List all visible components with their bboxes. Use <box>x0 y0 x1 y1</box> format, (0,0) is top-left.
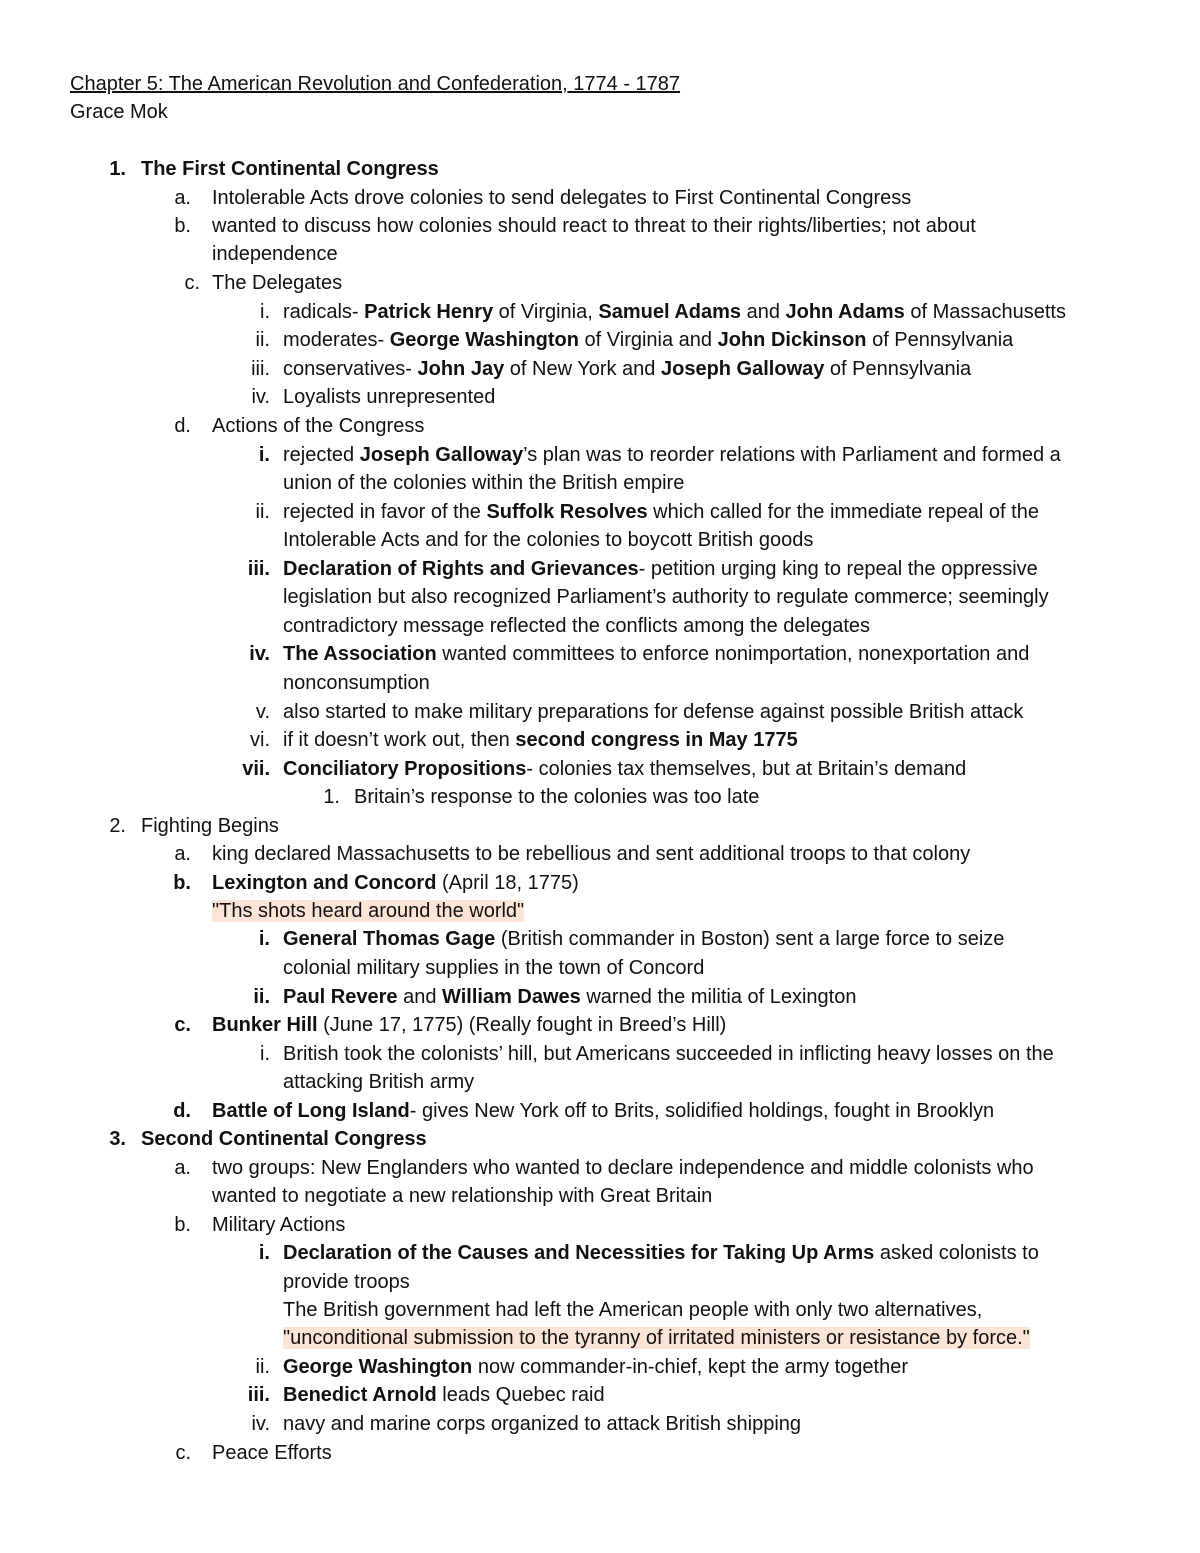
text-segment: The Delegates <box>212 272 343 294</box>
outline-line <box>283 1040 1054 1068</box>
text-segment: Intolerable Acts drove colonies to send delegates to First Continental Congress <box>212 187 912 209</box>
outline-marker: i. <box>258 928 270 950</box>
outline-marker: ii. <box>255 1356 270 1378</box>
outline-line <box>283 612 870 640</box>
outline-marker: vii. <box>242 758 270 780</box>
outline-line <box>283 983 856 1011</box>
text-segment: ’s plan was to reorder relations with Parliament and formed a <box>523 444 1061 466</box>
outline-line <box>283 726 798 754</box>
bold-term: Joseph Galloway <box>359 444 524 466</box>
outline-marker: c. <box>184 272 200 294</box>
outline-line <box>283 1324 1030 1352</box>
outline-line <box>212 269 342 297</box>
text-segment: now commander-in-chief, kept the army together <box>472 1356 909 1378</box>
text-segment: Fighting Begins <box>141 815 279 837</box>
outline-line <box>212 1011 726 1039</box>
text-segment: legislation but also recognized Parliament’s authority to regulate commerce; seemingly <box>283 586 1049 608</box>
text-segment: conservatives- <box>283 358 418 380</box>
text-segment: - gives New York off to Brits, solidified holdings, fought in Brooklyn <box>409 1100 995 1122</box>
highlighted-quote: "Ths shots heard around the world" <box>212 900 525 922</box>
outline-marker: iii. <box>251 358 270 380</box>
outline-line <box>283 1381 605 1409</box>
bold-term: Benedict Arnold <box>283 1384 437 1406</box>
text-segment: British took the colonists’ hill, but Americans succeeded in inflicting heavy losses on the <box>283 1043 1054 1065</box>
text-segment: rejected in favor of the <box>283 501 487 523</box>
outline-line <box>283 925 1004 953</box>
outline-marker: i. <box>258 444 270 466</box>
text-segment: rejected <box>283 444 360 466</box>
text-segment: of Virginia and <box>578 329 718 351</box>
text-segment: contradictory message reflected the conflicts among the delegates <box>283 615 870 637</box>
outline-marker: iv. <box>249 643 270 665</box>
outline-line <box>283 326 1013 354</box>
bold-term: Samuel Adams <box>598 301 742 323</box>
text-segment: of Pennsylvania <box>866 329 1014 351</box>
bold-term: Joseph Galloway <box>660 358 825 380</box>
bold-term: The First Continental Congress <box>141 158 439 180</box>
bold-term: Patrick Henry <box>364 301 494 323</box>
outline-line <box>283 954 704 982</box>
outline-marker: d. <box>174 415 191 437</box>
bold-term: Bunker Hill <box>212 1014 318 1036</box>
highlighted-quote: "unconditional submission to the tyranny of irritated ministers or resistance by force." <box>283 1327 1030 1349</box>
outline-line <box>212 1097 994 1125</box>
text-segment: Loyalists unrepresented <box>283 386 496 408</box>
outline-line <box>283 1296 982 1324</box>
text-segment: Actions of the Congress <box>212 415 425 437</box>
bold-term: George Washington <box>283 1356 473 1378</box>
bold-term: Battle of Long Island <box>212 1100 410 1122</box>
document-author: Grace Mok <box>70 101 168 123</box>
outline-line <box>283 755 966 783</box>
outline-line <box>212 412 424 440</box>
outline-line <box>283 1068 474 1096</box>
outline-line <box>283 583 1049 611</box>
outline-line <box>141 812 279 840</box>
outline-line <box>212 869 579 897</box>
outline-marker: 1. <box>109 158 126 180</box>
outline-line <box>212 184 911 212</box>
text-segment: nonconsumption <box>283 672 430 694</box>
outline-line <box>283 1239 1039 1267</box>
outline-marker: a. <box>174 1157 191 1179</box>
text-segment: - petition urging king to repeal the oppressive <box>638 558 1038 580</box>
outline-marker: ii. <box>253 986 270 1008</box>
outline-marker: iii. <box>247 558 270 580</box>
outline-line <box>283 498 1039 526</box>
outline-line <box>283 526 813 554</box>
outline-marker: a. <box>174 187 191 209</box>
text-segment: of New York and <box>504 358 661 380</box>
outline-marker: c. <box>175 1442 191 1464</box>
text-segment: king declared Massachusetts to be rebellious and sent additional troops to that colony <box>212 843 971 865</box>
bold-term: George Washington <box>389 329 579 351</box>
text-segment: which called for the immediate repeal of the <box>647 501 1039 523</box>
text-segment: - colonies tax themselves, but at Britain’s demand <box>526 758 967 780</box>
text-segment: provide troops <box>283 1271 410 1293</box>
text-segment: leads Quebec raid <box>436 1384 605 1406</box>
outline-line <box>212 240 338 268</box>
outline-marker: ii. <box>255 329 270 351</box>
bold-term: The Association <box>283 643 437 665</box>
outline-marker: i. <box>260 1043 270 1065</box>
outline-marker: i. <box>258 1242 270 1264</box>
text-segment: wanted to negotiate a new relationship with Great Britain <box>212 1185 713 1207</box>
text-segment: also started to make military preparations for defense against possible British attack <box>283 701 1024 723</box>
bold-term: Second Continental Congress <box>141 1128 427 1150</box>
outline-line <box>283 669 430 697</box>
text-segment: and <box>741 301 786 323</box>
outline-marker: 2. <box>109 815 126 837</box>
text-segment: (April 18, 1775) <box>436 872 579 894</box>
bold-term: Paul Revere <box>283 986 398 1008</box>
text-segment: (June 17, 1775) (Really fought in Breed’s Hill) <box>317 1014 727 1036</box>
outline-marker: v. <box>255 701 270 723</box>
outline-marker: c. <box>174 1014 191 1036</box>
outline-line <box>283 1268 410 1296</box>
outline-marker: b. <box>174 1214 191 1236</box>
bold-term: Declaration of the Causes and Necessities for Taking Up Arms <box>283 1242 875 1264</box>
text-segment: Peace Efforts <box>212 1442 332 1464</box>
bold-term: John Dickinson <box>717 329 867 351</box>
text-segment: attacking British army <box>283 1071 475 1093</box>
bold-term: John Jay <box>417 358 505 380</box>
text-segment: if it doesn’t work out, then <box>283 729 516 751</box>
bold-term: General Thomas Gage <box>283 928 496 950</box>
bold-term: Conciliatory Propositions <box>283 758 527 780</box>
bold-term: John Adams <box>785 301 905 323</box>
outline-line <box>212 1211 345 1239</box>
outline-marker: ii. <box>255 501 270 523</box>
outline-line <box>212 840 970 868</box>
document-title: Chapter 5: The American Revolution and Confederation, 1774 - 1787 <box>70 73 681 95</box>
outline-marker: b. <box>173 872 191 894</box>
text-segment: warned the militia of Lexington <box>580 986 857 1008</box>
outline-line <box>212 1154 1034 1182</box>
bold-term: William Dawes <box>442 986 581 1008</box>
text-segment: Intolerable Acts and for the colonies to boycott British goods <box>283 529 814 551</box>
outline-marker: b. <box>174 215 191 237</box>
text-segment: union of the colonies within the British empire <box>283 472 685 494</box>
bold-term: Suffolk Resolves <box>486 501 648 523</box>
text-segment: Britain’s response to the colonies was too late <box>354 786 760 808</box>
text-segment: two groups: New Englanders who wanted to declare independence and middle colonists who <box>212 1157 1034 1179</box>
text-segment: wanted committees to enforce nonimportation, nonexportation and <box>436 643 1030 665</box>
outline-line <box>283 441 1061 469</box>
text-segment: moderates- <box>283 329 390 351</box>
outline-marker: 3. <box>109 1128 126 1150</box>
text-segment: asked colonists to <box>874 1242 1039 1264</box>
text-segment: The British government had left the American people with only two alternatives, <box>283 1299 983 1321</box>
outline-line <box>212 1182 712 1210</box>
outline-line <box>283 555 1038 583</box>
outline-marker: d. <box>173 1100 191 1122</box>
outline-line <box>354 783 759 811</box>
outline-marker: iv. <box>251 1413 270 1435</box>
text-segment: of Virginia, <box>493 301 599 323</box>
text-segment: wanted to discuss how colonies should react to threat to their rights/liberties; not about <box>212 215 976 237</box>
outline-line <box>141 1125 427 1153</box>
outline-line <box>283 1410 801 1438</box>
outline-line <box>283 698 1023 726</box>
outline-line <box>141 155 439 183</box>
outline-line <box>283 383 495 411</box>
outline-line <box>283 640 1029 668</box>
text-segment: (British commander in Boston) sent a large force to seize <box>495 928 1005 950</box>
text-segment: of Pennsylvania <box>824 358 972 380</box>
bold-term: second congress in May 1775 <box>515 729 798 751</box>
outline-line <box>212 212 976 240</box>
bold-term: Lexington and Concord <box>212 872 437 894</box>
outline-marker: 1. <box>323 786 340 808</box>
text-segment: independence <box>212 243 338 265</box>
outline-line <box>212 897 524 925</box>
outline-line <box>212 1439 332 1467</box>
outline-marker: a. <box>174 843 191 865</box>
outline-line <box>283 469 684 497</box>
text-segment: of Massachusetts <box>904 301 1066 323</box>
outline-marker: iv. <box>251 386 270 408</box>
text-segment: Military Actions <box>212 1214 346 1236</box>
outline-marker: iii. <box>247 1384 270 1406</box>
outline-marker: i. <box>260 301 270 323</box>
outline-line <box>283 355 971 383</box>
text-segment: radicals- <box>283 301 365 323</box>
outline-marker: vi. <box>250 729 270 751</box>
bold-term: Declaration of Rights and Grievances <box>283 558 639 580</box>
text-segment: colonial military supplies in the town of Concord <box>283 957 705 979</box>
outline-line <box>283 1353 908 1381</box>
text-segment: navy and marine corps organized to attack British shipping <box>283 1413 802 1435</box>
text-segment: and <box>397 986 442 1008</box>
outline-line <box>283 298 1066 326</box>
